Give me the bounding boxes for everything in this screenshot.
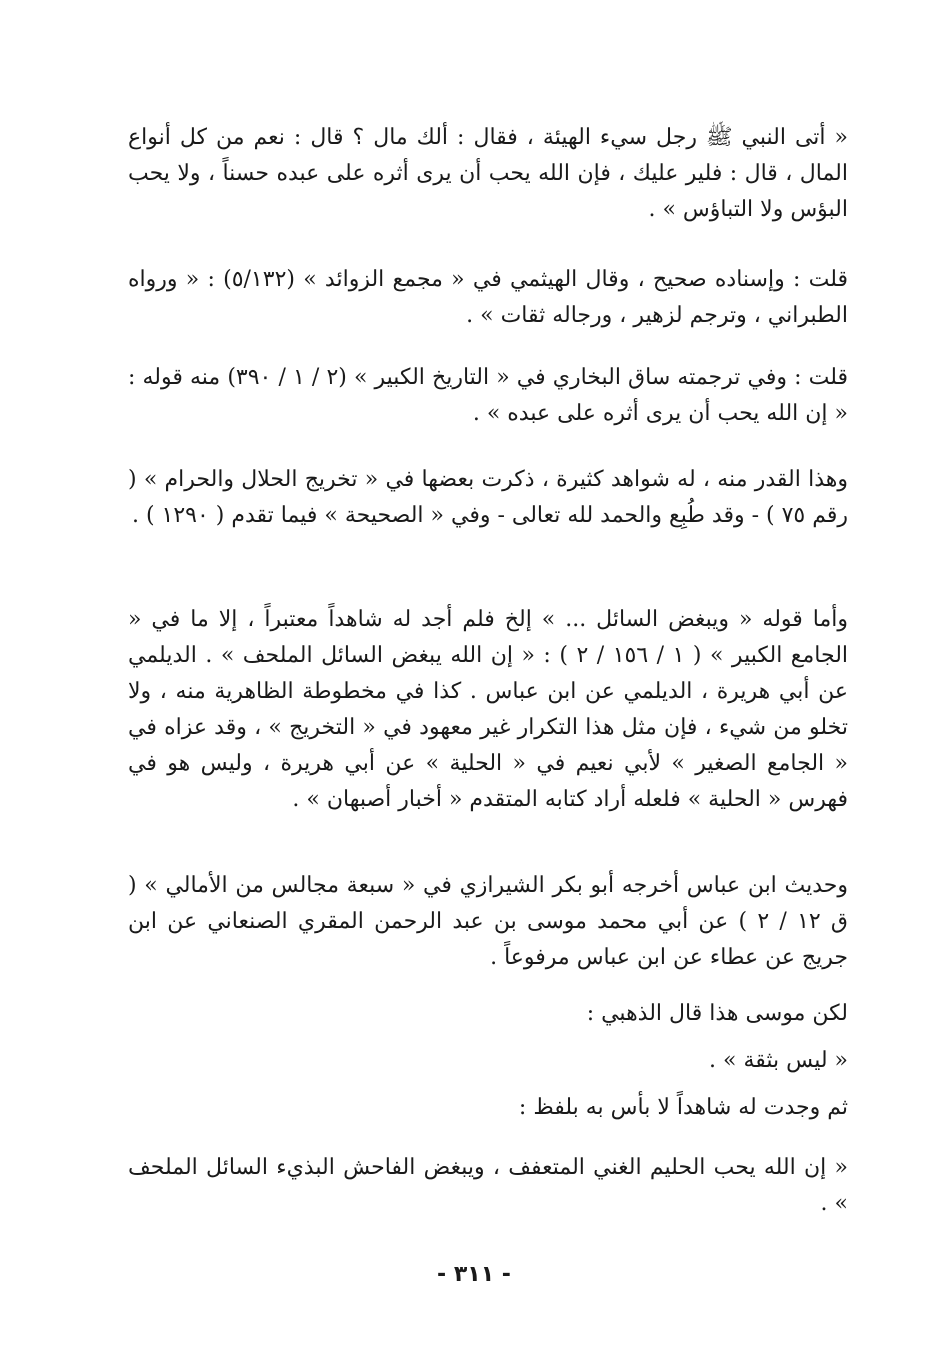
paragraph-dhahabi-intro: لكن موسى هذا قال الذهبي :	[586, 1001, 848, 1026]
page-number: - ٣١١ -	[437, 1262, 511, 1287]
paragraph-bukhari-note: قلت : وفي ترجمته ساق البخاري في « التاريخ الكبير » (٢ / ١ / ٣٩٠) منه قوله : « إن الله يحب أن يرى أثره على عبده » .	[128, 365, 848, 426]
paragraph-shawahid: وهذا القدر منه ، له شواهد كثيرة ، ذكرت بعضها في « تخريج الحلال والحرام » ( رقم ٧٥ ) - وقد طُبِع والحمد لله تعالى - وفي « الصحيحة » فيما تقدم ( ١٢٩٠ ) .	[128, 467, 848, 528]
paragraph-ibn-abbas-hadith: وحديث ابن عباس أخرجه أبو بكر الشيرازي في « سبعة مجالس من الأمالي » ( ق ١٢ / ٢ ) عن أبي محمد موسى بن عبد الرحمن المقري الصنعاني عن ابن جريج عن عطاء عن ابن عباس مرفوعاً .	[128, 873, 849, 970]
paragraph-isnad-note: قلت : وإسناده صحيح ، وقال الهيثمي في « مجمع الزوائد » (٥/١٣٢) : « ورواه الطبراني ، وترجم لزهير ، ورجاله ثقات » .	[128, 267, 849, 328]
paragraph-shahid-text: « إن الله يحب الحليم الغني المتعفف ، ويبغض الفاحش البذيء السائل الملحف » .	[128, 1155, 848, 1216]
paragraph-saail-discussion: وأما قوله « ويبغض السائل ... » إلخ فلم أجد له شاهداً معتبراً ، إلا ما في « الجامع الكبير » ( ١ / ١٥٦ / ٢ ) : « إن الله يبغض السائل الملحف » . الديلمي عن أبي هريرة ، الديلمي عن ابن عباس . كذا في مخطوطة الظاهرية منه ، ولا تخلو من شيء ، فإن مثل هذا التكرار غير معهود في « التخريج » ، وقد عزاه في « الجامع الصغير » لأبي نعيم في « الحلية » عن أبي هريرة ، وليس هو في فهرس « الحلية » فلعله أراد كتابه المتقدم « أخبار أصبهان » .	[128, 607, 849, 812]
paragraph-shahid-intro: ثم وجدت له شاهداً لا بأس به بلفظ :	[518, 1095, 848, 1120]
paragraph-hadith-text: « أتى النبي ﷺ رجل سيء الهيئة ، فقال : ألك مال ؟ قال : نعم من كل أنواع المال ، قال : فلير عليك ، فإن الله يحب أن يرى أثره على عبده حسناً ، ولا يحب البؤس ولا التباؤس » .	[128, 125, 848, 222]
paragraph-dhahabi-quote: « ليس بثقة » .	[709, 1048, 848, 1073]
